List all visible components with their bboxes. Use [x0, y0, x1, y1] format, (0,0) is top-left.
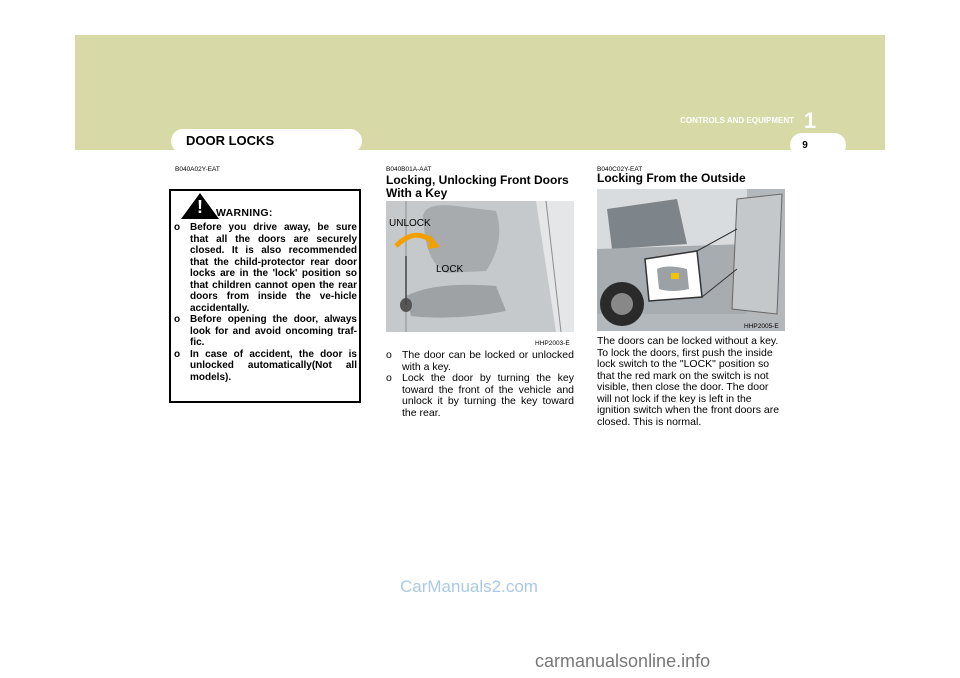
- figure-code: HHP2005-E: [744, 323, 779, 330]
- watermark-carmanualsonline: carmanualsonline.info: [535, 651, 711, 671]
- warning-item: [174, 314, 357, 349]
- col2-list: [386, 350, 574, 419]
- bullet: o: [174, 314, 181, 325]
- section-title: CONTROLS AND EQUIPMENT: [680, 116, 794, 125]
- bullet: o: [386, 372, 392, 384]
- car-door-figure: [597, 189, 785, 331]
- lock-label: LOCK: [436, 264, 464, 275]
- list-item: [386, 373, 574, 419]
- warning-list: [174, 222, 357, 383]
- exclamation-icon: !: [197, 197, 203, 217]
- warning-item: [174, 222, 357, 314]
- list-item-text: Lock the door by turning the key toward the front of the vehicle and unlock it by turning the key toward the rear.: [402, 372, 574, 419]
- col2-heading: Locking, Unlocking Front Doors With a Key: [386, 173, 569, 200]
- figure-code: HHP2003-E: [535, 340, 570, 347]
- col1-code: B040A02Y-EAT: [175, 166, 220, 173]
- bullet: o: [386, 349, 392, 361]
- col3-code: B040C02Y-EAT: [597, 166, 643, 173]
- page-title: DOOR LOCKS: [186, 133, 275, 148]
- warning-item: [174, 349, 357, 384]
- list-item: [386, 350, 574, 373]
- warning-item-text: Before you drive away, be sure that all the doors are securely closed. It is also recommended that the child-protector rear door locks are in the 'lock' position so that children cannot open the rear doors from inside the ve-hicle accidentally.: [190, 222, 357, 314]
- list-item-text: The door can be locked or unlocked with a key.: [402, 349, 574, 373]
- col3-paragraph: The doors can be locked without a key. To lock the doors, first push the inside lock switch to the "LOCK" position so that the red mark on the switch is not visible, then close the door. The door will not lock if the key is left in the ignition switch when the front doors are closed. This is normal.: [597, 335, 780, 428]
- page-number: 9: [802, 140, 808, 151]
- warning-item-text: In case of accident, the door is unlocked automatically(Not all models).: [190, 348, 357, 383]
- car-door-illustration: [597, 189, 785, 331]
- col3-heading: Locking From the Outside: [597, 171, 746, 185]
- bullet: o: [174, 222, 181, 233]
- warning-item-text: Before opening the door, always look for and avoid oncoming traf-fic.: [190, 314, 357, 348]
- warning-title: WARNING:: [216, 207, 273, 219]
- col2-code: B040B01A-AAT: [386, 166, 432, 173]
- bullet: o: [174, 348, 181, 360]
- section-number: 1: [803, 108, 817, 133]
- unlock-label: UNLOCK: [389, 218, 431, 229]
- watermark-carmanuals2: CarManuals2.com: [400, 577, 538, 596]
